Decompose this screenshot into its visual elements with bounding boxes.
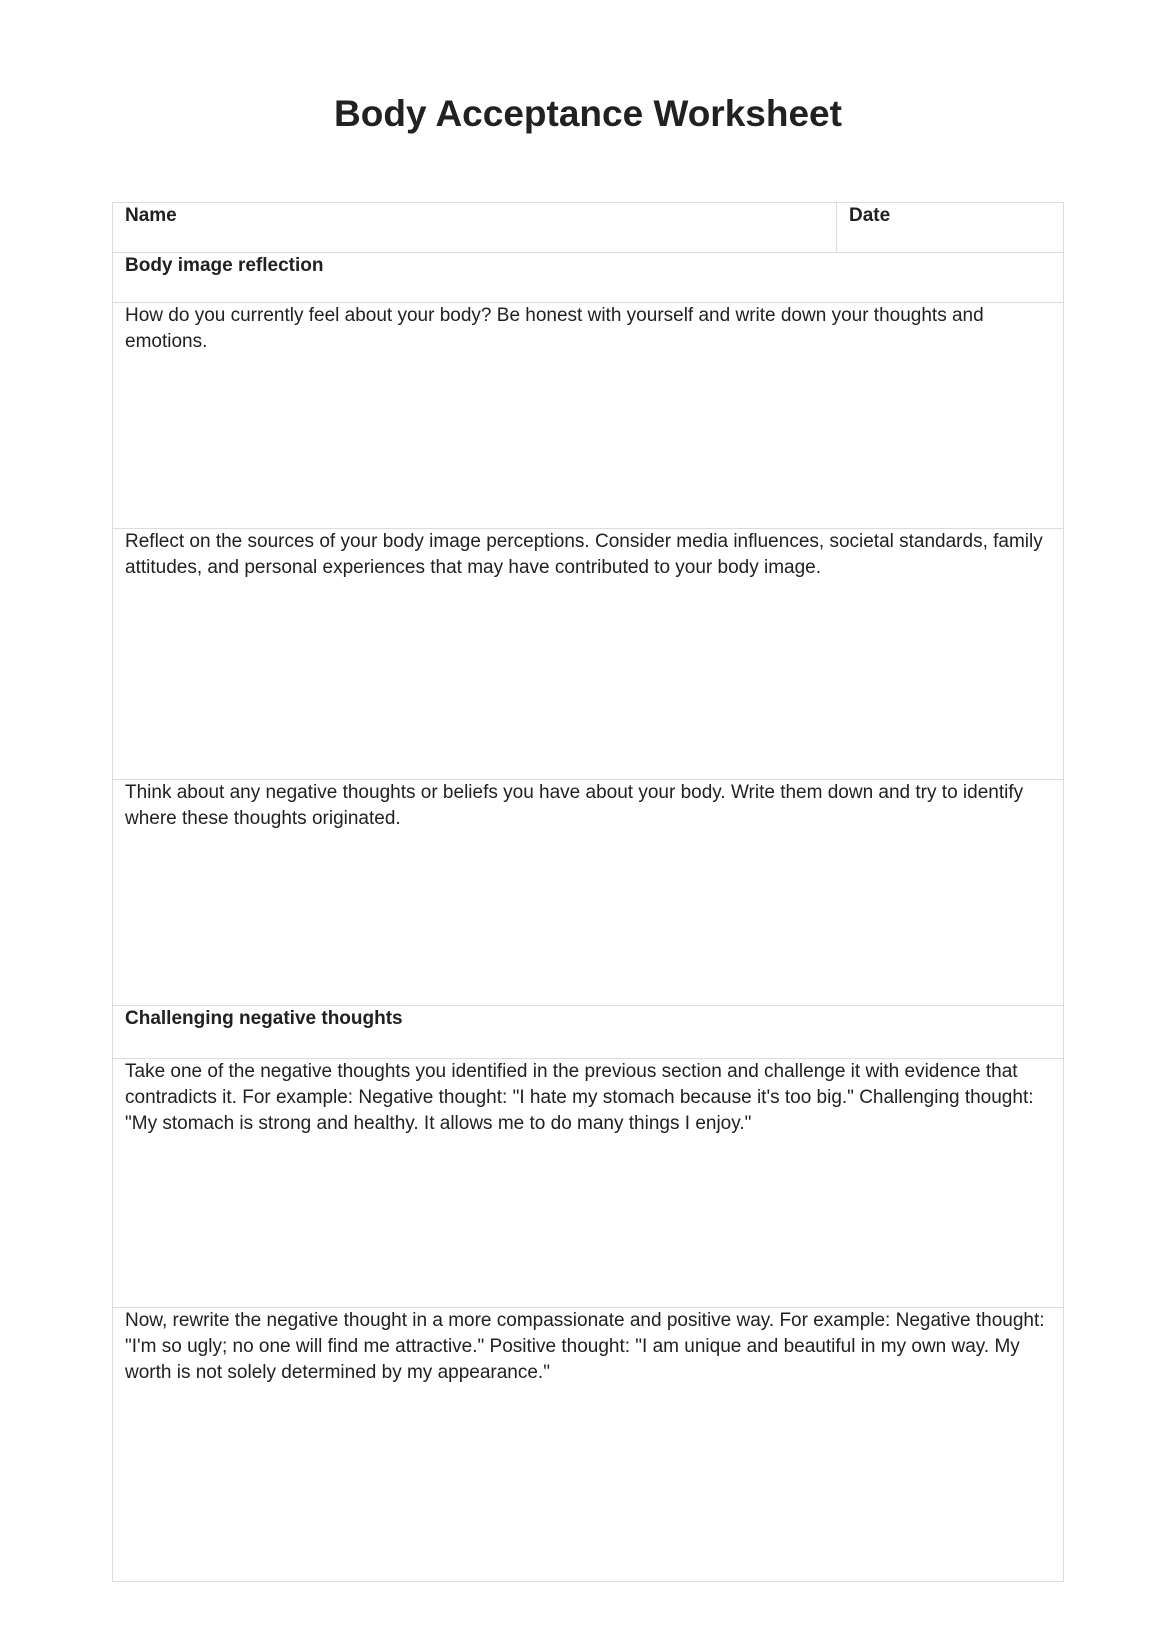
response-area-negative-thoughts[interactable]	[113, 780, 1064, 1006]
section-header-label: Body image reflection	[125, 255, 324, 276]
section-header-row	[113, 1006, 1064, 1059]
page-title: Body Acceptance Worksheet	[334, 93, 842, 134]
prompt-row	[113, 1059, 1064, 1308]
date-label: Date	[849, 205, 891, 226]
prompt-text: Take one of the negative thoughts you identified in the previous section and challenge it with evidence that contradicts it. For example: Negative thought: "I hate my stomach because it's too big." Challenging thought: "My stomach is strong and healthy. It allows me to do many things I enjoy."	[125, 1061, 1034, 1134]
section-header-label: Challenging negative thoughts	[125, 1008, 403, 1029]
name-field[interactable]	[113, 203, 837, 253]
prompt-row	[113, 529, 1064, 780]
name-label: Name	[125, 205, 177, 226]
response-area-image-sources[interactable]	[113, 529, 1064, 780]
prompt-text: Think about any negative thoughts or beliefs you have about your body. Write them down and try to identify where these thoughts originated.	[125, 782, 1024, 829]
prompt-text: Reflect on the sources of your body image perceptions. Consider media influences, societal standards, family attitudes, and personal experiences that may have contributed to your body image.	[125, 531, 1043, 578]
prompt-text: How do you currently feel about your body? Be honest with yourself and write down your thoughts and emotions.	[125, 305, 984, 352]
prompt-text: Now, rewrite the negative thought in a more compassionate and positive way. For example: Negative thought: "I'm so ugly; no one will find me attractive." Positive thought: "I am unique and beautiful in my own way. My worth is not solely determined by my appearance."	[125, 1310, 1045, 1383]
response-area-current-feelings[interactable]	[113, 303, 1064, 529]
prompt-row	[113, 303, 1064, 529]
section-header-row	[113, 253, 1064, 303]
section-header-challenging-negative-thoughts	[113, 1006, 1064, 1059]
worksheet-table	[112, 202, 1064, 1582]
section-header-body-image-reflection	[113, 253, 1064, 303]
name-date-row	[113, 203, 1064, 253]
prompt-row	[113, 780, 1064, 1006]
response-area-rewrite-thought[interactable]	[113, 1308, 1064, 1582]
response-area-challenge-thought[interactable]	[113, 1059, 1064, 1308]
prompt-row	[113, 1308, 1064, 1582]
date-field[interactable]	[837, 203, 1064, 253]
